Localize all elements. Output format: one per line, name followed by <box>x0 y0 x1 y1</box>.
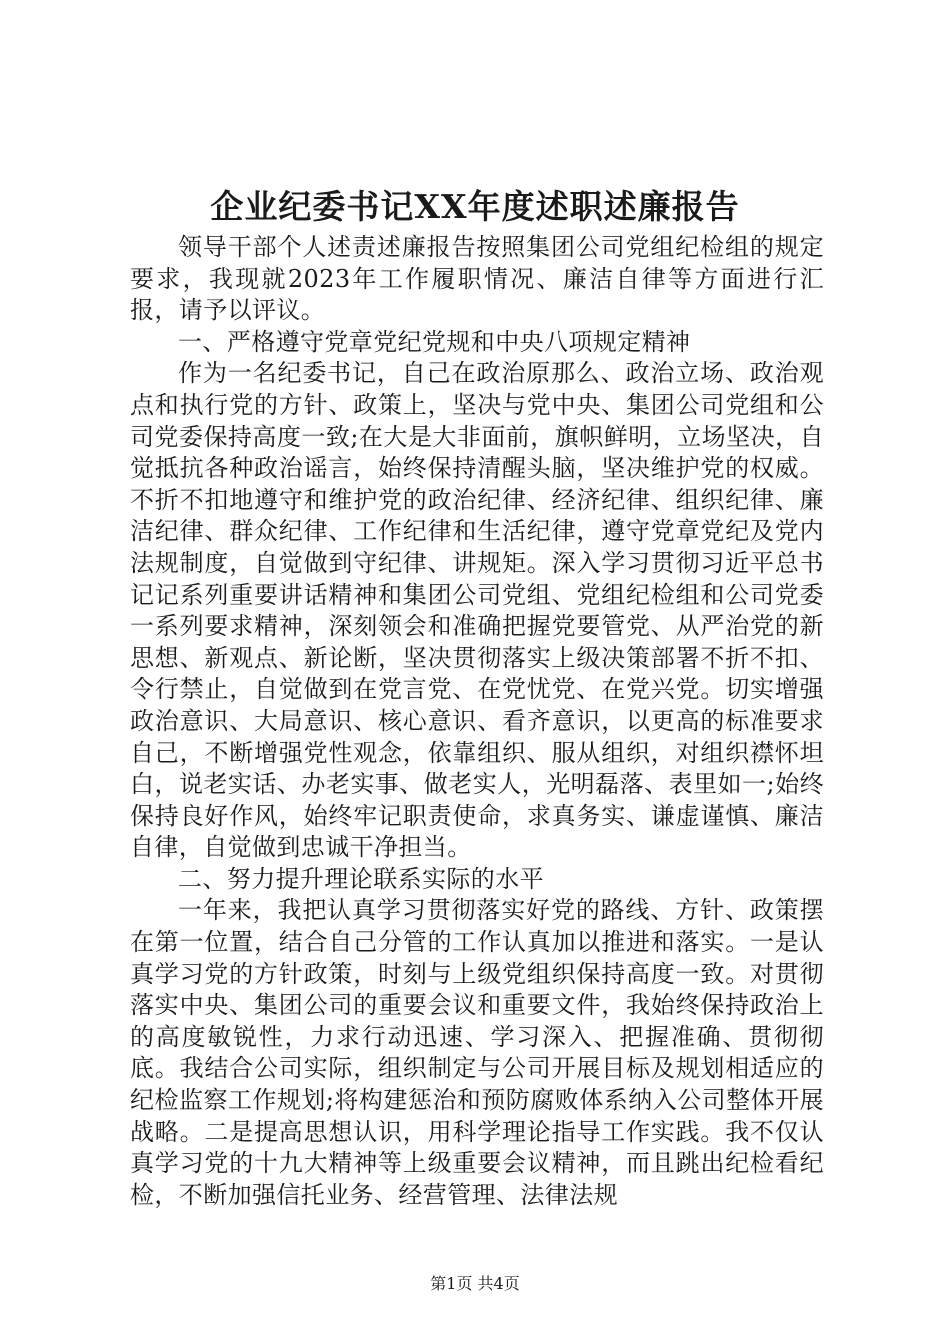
section-1-heading: 一、严格遵守党章党纪党规和中央八项规定精神 <box>178 327 691 356</box>
section-2-paragraph: 一年来，我把认真学习贯彻落实好党的路线、方针、政策摆在第一位置，结合自己分管的工作认真加以推进和落实。一是认真学习党的方针政策，时刻与上级党组织保持高度一致。对贯彻落实中央、集团公司的重要会议和重要文件，我始终保持政治上的高度敏锐性，力求行动迅速、学习深入、把握准确、贯彻彻底。我结合公司实际，组织制定与公司开展目标及规划相适应的纪检监察工作规划;将构建惩治和预防腐败体系纳入公司整体开展战略。二是提高思想认识，用科学理论指导工作实践。我不仅认真学习党的十九大精神等上级重要会议精神，而且跳出纪检看纪检，不断加强信托业务、经营管理、法律法规 <box>130 896 824 1209</box>
page-number: 第1页 共4页 <box>430 1274 520 1293</box>
section-2-heading: 二、努力提升理论联系实际的水平 <box>178 864 544 893</box>
document-body <box>130 232 824 1211</box>
document-title: 企业纪委书记XX年度述职述廉报告 <box>210 187 740 226</box>
intro-paragraph: 领导干部个人述责述廉报告按照集团公司党组纪检组的规定要求，我现就2023年工作履职情况、廉洁自律等方面进行汇报，请予以评议。 <box>130 233 824 325</box>
section-1-paragraph: 作为一名纪委书记，自己在政治原那么、政治立场、政治观点和执行党的方针、政策上，坚决与党中央、集团公司党组和公司党委保持高度一致;在大是大非面前，旗帜鲜明，立场坚决，自觉抵抗各种政治谣言，始终保持清醒头脑，坚决维护党的权威。不折不扣地遵守和维护党的政治纪律、经济纪律、组织纪律、廉洁纪律、群众纪律、工作纪律和生活纪律，遵守党章党纪及党内法规制度，自觉做到守纪律、讲规矩。深入学习贯彻习近平总书记记系列重要讲话精神和集团公司党组、党组纪检组和公司党委一系列要求精神，深刻领会和准确把握党要管党、从严治党的新思想、新观点、新论断，坚决贯彻落实上级决策部署不折不扣、令行禁止，自觉做到在党言党、在党忧党、在党兴党。切实增强政治意识、大局意识、核心意识、看齐意识，以更高的标准要求自己，不断增强党性观念，依靠组织、服从组织，对组织襟怀坦白，说老实话、办老实事、做老实人，光明磊落、表里如一;始终保持良好作风，始终牢记职责使命，求真务实、谦虚谨慎、廉洁自律，自觉做到忠诚干净担当。 <box>130 359 824 862</box>
